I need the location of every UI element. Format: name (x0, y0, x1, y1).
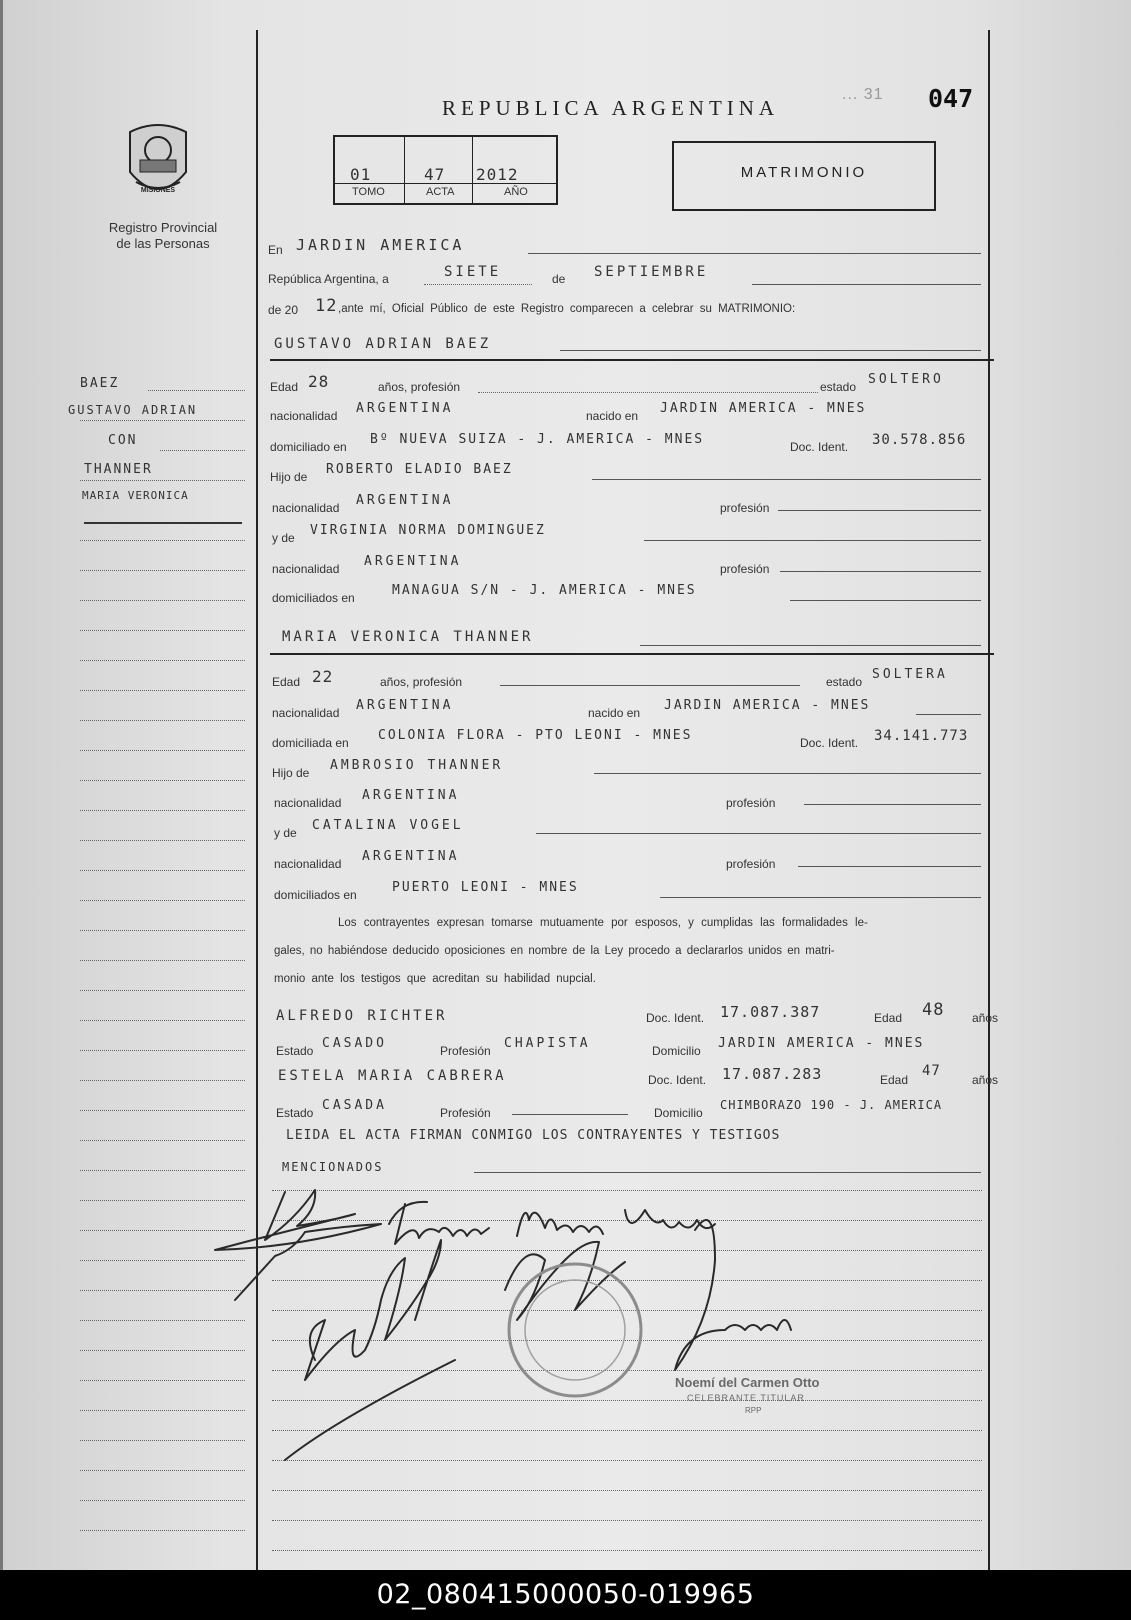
margin-line-2: GUSTAVO ADRIAN (68, 403, 198, 417)
bride-hijo-label: Hijo de (272, 766, 310, 780)
closing-line-2: MENCIONADOS (282, 1160, 384, 1174)
statement-intro: ,ante mí, Oficial Público de este Registro comparecen a celebrar su MATRIMONIO: (338, 303, 796, 315)
acta-value: 47 (424, 165, 446, 184)
scan-id-footer: 02_080415000050-019965 (0, 1570, 1131, 1620)
bride-parents-address: PUERTO LEONI - MNES (392, 880, 579, 895)
witness-2-doc-label: Doc. Ident. (648, 1073, 707, 1087)
country-title: REPUBLICA ARGENTINA (442, 96, 780, 120)
bride-father-nationality: ARGENTINA (362, 788, 460, 803)
groom-domiciliados-label: domiciliados en (272, 591, 355, 605)
groom-estado-label: estado (820, 380, 857, 394)
bride-mother-prof-label: profesión (726, 857, 776, 871)
closing-line-1: LEIDA EL ACTA FIRMAN CONMIGO LOS CONTRAYENTES Y TESTIGOS (286, 1128, 781, 1143)
bride-name: MARIA VERONICA THANNER (282, 629, 534, 645)
bride-mother-nationality: ARGENTINA (362, 849, 460, 864)
bride-section-rule (270, 653, 994, 655)
groom-mother-nationality: ARGENTINA (364, 554, 462, 569)
svg-text:RPP: RPP (745, 1406, 762, 1415)
groom-address: Bº NUEVA SUIZA - J. AMERICA - MNES (370, 432, 705, 447)
republica-label: República Argentina, a (268, 272, 389, 286)
place: JARDIN AMERICA (296, 236, 465, 254)
witness-2-profesion-label: Profesión (440, 1106, 491, 1120)
groom-father: ROBERTO ELADIO BAEZ (326, 462, 513, 477)
groom-hijo-label: Hijo de (270, 470, 308, 484)
bride-domiciliada-label: domiciliada en (272, 736, 349, 750)
signatures-graphic (205, 1180, 995, 1480)
bride-profession-line (500, 685, 800, 686)
witness-1-age: 48 (922, 1000, 945, 1020)
groom-nacionalidad-label: nacionalidad (270, 409, 338, 423)
groom-nacido-label: nacido en (586, 409, 639, 423)
witness-2-edad-label: Edad (880, 1073, 909, 1087)
month: SEPTIEMBRE (594, 264, 709, 280)
groom-nationality: ARGENTINA (356, 401, 454, 416)
witness-2-domicilio-label: Domicilio (654, 1106, 703, 1120)
groom-profession-line (478, 392, 818, 393)
witness-1-domicilio-label: Domicilio (652, 1044, 701, 1058)
bride-mother-prof-line (798, 866, 981, 867)
folio-number: 047 (928, 84, 974, 113)
witness-2-name: ESTELA MARIA CABRERA (278, 1068, 507, 1084)
groom-doc: 30.578.856 (872, 432, 967, 448)
bride-birthplace: JARDIN AMERICA - MNES (664, 698, 871, 713)
bride-estado-label: estado (826, 675, 863, 689)
statement-line-1: Los contrayentes expresan tomarse mutuamente por esposos, y cumplidas las formalidades le- (338, 917, 868, 929)
groom-age: 28 (308, 372, 330, 391)
groom-father-prof-label: profesión (720, 501, 770, 515)
bride-estado: SOLTERA (872, 667, 948, 682)
bride-edad-label: Edad (272, 675, 301, 689)
margin-line-3-dots (160, 450, 245, 451)
groom-mother-line (644, 540, 981, 541)
margin-underline (84, 522, 242, 524)
groom-mother-nac-label: nacionalidad (272, 562, 340, 576)
bride-mother: CATALINA VOGEL (312, 818, 464, 833)
registry-name: Registro Provincial de las Personas (108, 220, 218, 251)
left-binding-edge (0, 0, 3, 1570)
margin-line-5: MARIA VERONICA (82, 489, 189, 502)
witness-2-profesion-line (512, 1114, 628, 1115)
witness-1-estado-label: Estado (276, 1044, 314, 1058)
witness-1-profesion-label: Profesión (440, 1044, 491, 1058)
groom-doc-label: Doc. Ident. (790, 440, 849, 454)
bride-doc: 34.141.773 (874, 728, 969, 744)
groom-mother-prof-label: profesión (720, 562, 770, 576)
day-line (424, 284, 532, 285)
groom-edad-label: Edad (270, 380, 299, 394)
tomo-value: 01 (350, 165, 372, 184)
groom-section-rule (270, 359, 994, 361)
bride-father-prof-label: profesión (726, 796, 776, 810)
witness-1-doc-label: Doc. Ident. (646, 1011, 705, 1025)
svg-text:Noemí del Carmen Otto: Noemí del Carmen Otto (675, 1375, 820, 1390)
witness-1-anos-label: años (972, 1011, 999, 1025)
bride-age: 22 (312, 667, 334, 686)
witness-1-name: ALFREDO RICHTER (276, 1008, 448, 1024)
box-divider-1 (404, 137, 405, 203)
witness-2-estado: CASADA (322, 1098, 387, 1113)
groom-father-line (592, 479, 981, 480)
margin-line-4: THANNER (84, 462, 153, 477)
witness-1-domicilio: JARDIN AMERICA - MNES (718, 1036, 925, 1051)
month-line (752, 284, 981, 285)
anio-value: 2012 (476, 165, 519, 184)
bride-nationality: ARGENTINA (356, 698, 454, 713)
margin-line-1-dots (148, 390, 245, 391)
groom-parents-address-line (790, 600, 981, 601)
tomo-label: TOMO (352, 186, 385, 198)
groom-name: GUSTAVO ADRIAN BAEZ (274, 336, 492, 352)
bride-father-prof-line (804, 804, 981, 805)
witness-1-edad-label: Edad (874, 1011, 903, 1025)
groom-mother: VIRGINIA NORMA DOMINGUEZ (310, 523, 546, 538)
svg-text:MISIONES: MISIONES (140, 187, 176, 194)
svg-text:CELEBRANTE TITULAR: CELEBRANTE TITULAR (687, 1393, 805, 1403)
box-divider-2 (472, 137, 473, 203)
witness-2-anos-label: años (972, 1073, 999, 1087)
bride-parents-address-line (660, 897, 981, 898)
statement-line-2: gales, no habiéndose deducido oposiciones en nombre de la Ley procedo a declararlos unidos en matri- (274, 945, 835, 957)
witness-2-domicilio: CHIMBORAZO 190 - J. AMERICA (720, 1098, 943, 1112)
en-label: En (268, 243, 283, 257)
groom-yde-label: y de (272, 531, 295, 545)
witness-2-doc: 17.087.283 (722, 1065, 823, 1083)
bride-nacionalidad-label: nacionalidad (272, 706, 340, 720)
witness-2-estado-label: Estado (276, 1106, 314, 1120)
bride-doc-label: Doc. Ident. (800, 736, 859, 750)
statement-line-3: monio ante los testigos que acreditan su habilidad nupcial. (274, 973, 596, 985)
de-label: de (552, 272, 566, 286)
bride-father: AMBROSIO THANNER (330, 758, 504, 773)
groom-domiciliado-label: domiciliado en (270, 440, 347, 454)
groom-father-prof-line (778, 510, 981, 511)
margin-line-1: BAEZ (80, 376, 120, 391)
act-type: MATRIMONIO (740, 164, 868, 181)
margin-line-3: CON (108, 433, 138, 448)
groom-father-nationality: ARGENTINA (356, 493, 454, 508)
witness-1-estado: CASADO (322, 1036, 387, 1051)
groom-father-nac-label: nacionalidad (272, 501, 340, 515)
anio-label: AÑO (504, 186, 528, 198)
bride-birthplace-line (916, 714, 981, 715)
groom-estado: SOLTERO (868, 372, 944, 387)
groom-name-line (560, 350, 981, 351)
bride-anos-profesion-label: años, profesión (380, 675, 463, 689)
day: SIETE (444, 264, 502, 280)
margin-line-2-dots (80, 420, 245, 421)
bride-father-line (594, 773, 981, 774)
groom-birthplace: JARDIN AMERICA - MNES (660, 401, 867, 416)
bride-mother-nac-label: nacionalidad (274, 857, 342, 871)
bride-father-nac-label: nacionalidad (274, 796, 342, 810)
groom-parents-address: MANAGUA S/N - J. AMERICA - MNES (392, 583, 697, 598)
witness-1-doc: 17.087.387 (720, 1003, 821, 1021)
acta-label: ACTA (426, 186, 455, 198)
provincial-seal-logo (122, 122, 194, 206)
closing-line-underline (474, 1172, 981, 1173)
groom-mother-prof-line (780, 571, 981, 572)
witness-1-profesion: CHAPISTA (504, 1036, 591, 1051)
bride-mother-line (536, 833, 981, 834)
bride-domiciliados-label: domiciliados en (274, 888, 357, 902)
bride-nacido-label: nacido en (588, 706, 641, 720)
year-label: de 20 (268, 303, 299, 317)
folio-stamp-prefix: ... 31 (842, 86, 884, 103)
groom-anos-profesion-label: años, profesión (378, 380, 461, 394)
bride-address: COLONIA FLORA - PTO LEONI - MNES (378, 728, 693, 743)
margin-line-4-dots (80, 480, 245, 481)
witness-2-age: 47 (922, 1063, 941, 1079)
bride-name-line (640, 645, 981, 646)
year-suffix: 12 (315, 296, 338, 316)
place-line (528, 253, 981, 254)
bride-yde-label: y de (274, 826, 297, 840)
